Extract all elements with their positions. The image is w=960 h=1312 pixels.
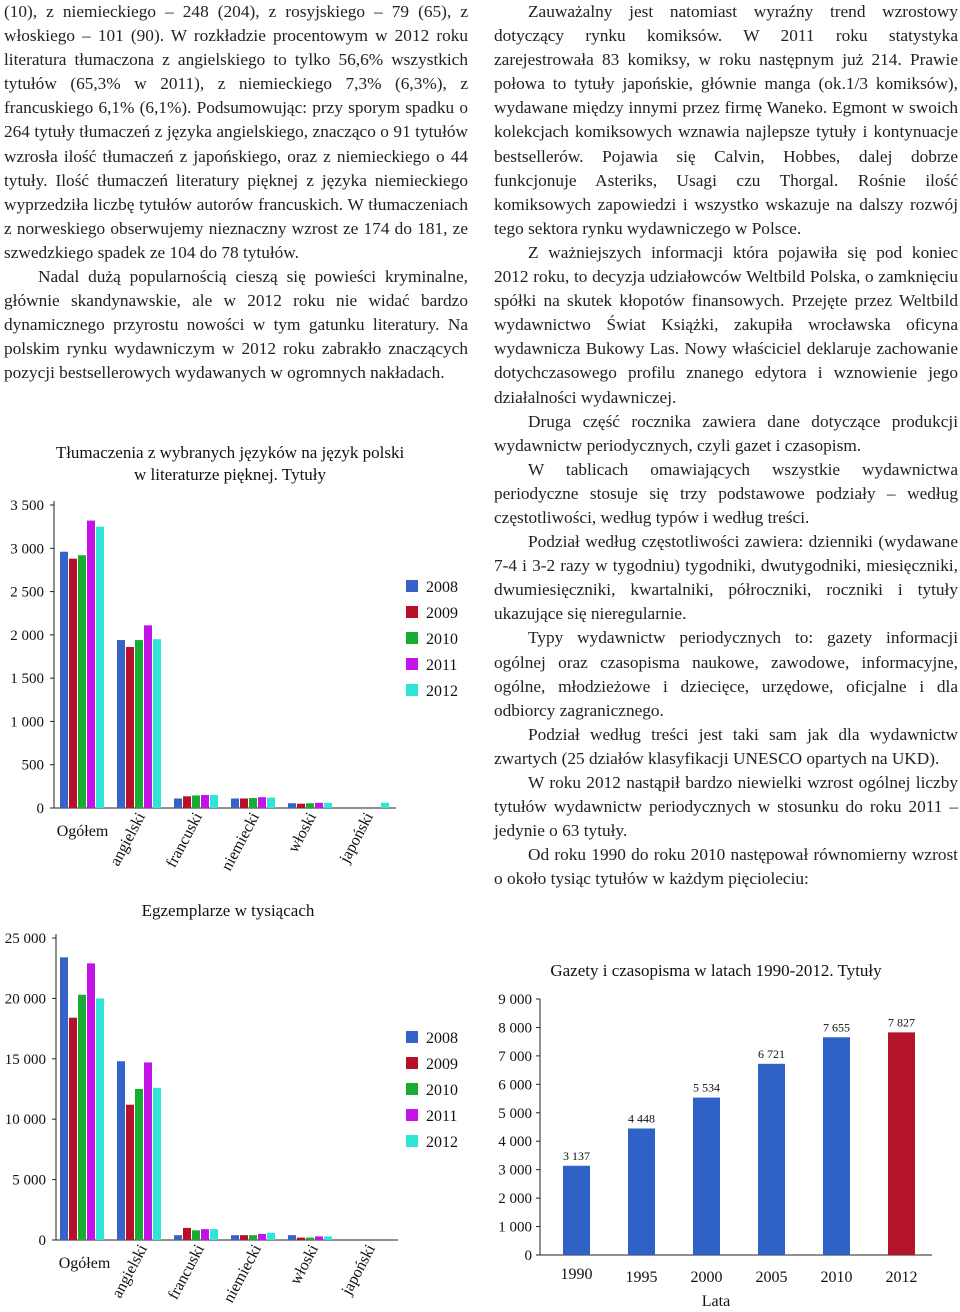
bar-2011-włoski bbox=[315, 803, 323, 808]
bar-2012-Ogółem bbox=[96, 527, 104, 808]
bar-2010-angielski bbox=[135, 640, 143, 808]
x-category-label: 2012 bbox=[885, 1269, 918, 1286]
paragraph: Od roku 1990 do roku 2010 następował równomierny wzrost o około tysiąc tytułów w każdym pięcioleciu: bbox=[494, 845, 958, 889]
y-tick-label: 3 000 bbox=[498, 1162, 532, 1179]
bar-2011-niemiecki bbox=[258, 797, 266, 808]
bar-2012-japoński bbox=[381, 803, 389, 808]
bar-2008-angielski bbox=[117, 1061, 125, 1240]
y-tick-label: 0 bbox=[36, 801, 44, 817]
bar-2009-włoski bbox=[297, 1238, 305, 1240]
right-text-column bbox=[494, 0, 958, 891]
y-tick-label: 10 000 bbox=[4, 1112, 46, 1129]
legend-swatch bbox=[406, 580, 418, 592]
legend-label: 2011 bbox=[426, 1108, 458, 1125]
bar-2011-angielski bbox=[144, 1062, 152, 1240]
bar-2009-angielski bbox=[126, 647, 134, 808]
y-tick-label: 6 000 bbox=[498, 1077, 532, 1094]
x-category-label: Ogółem bbox=[56, 823, 109, 840]
legend-swatch bbox=[406, 606, 418, 618]
x-category-label: włoski bbox=[284, 809, 321, 856]
bar-1990 bbox=[563, 1166, 590, 1255]
x-category-label: francuski bbox=[165, 1241, 209, 1303]
paragraph: Typy wydawnictw periodycznych to: gazety informacji ogólnej oraz czasopisma naukowe, zawodowe, informacyjne, ogólne, młodzieżowe i dziecięce, urzędowe, oficjalne i dla odbiorcy zagranicznego. bbox=[494, 628, 958, 720]
paragraph: Nadal dużą popularnością cieszą się powieści kryminalne, głównie skandynawskie, ale w 2012 roku nie widać bardzo dynamicznego przyrostu nowości w tym gatunku literatury. Na polskim rynku wydawniczym w 2012 roku zabrakło znaczących pozycji bestsellerowych wydawanych w ogromnych nakładach. bbox=[4, 267, 468, 383]
y-tick-label: 0 bbox=[524, 1248, 532, 1264]
y-tick-label: 5 000 bbox=[498, 1105, 532, 1122]
bar-2010-angielski bbox=[135, 1089, 143, 1240]
bar-2005 bbox=[758, 1064, 785, 1255]
y-tick-label: 20 000 bbox=[4, 991, 46, 1008]
bar-2009-francuski bbox=[183, 796, 191, 808]
chart-title: Egzemplarze w tysiącach bbox=[141, 901, 315, 920]
bar-2008-włoski bbox=[288, 803, 296, 808]
bar-2010-Ogółem bbox=[78, 555, 86, 808]
bar-2012-angielski bbox=[153, 1088, 161, 1240]
bar-2010-niemiecki bbox=[249, 798, 257, 808]
legend-swatch bbox=[406, 1057, 418, 1069]
x-category-label: 1995 bbox=[625, 1269, 658, 1286]
legend-swatch bbox=[406, 684, 418, 696]
bar-2008-niemiecki bbox=[231, 1235, 239, 1240]
paragraph: (10), z niemieckiego – 248 (204), z rosyjskiego – 79 (65), z włoskiego – 101 (90). W rozkładzie procentowym w 2012 roku literatura tłumaczona z angielskiego to tylko 56,6% wszystkich tytułów (65,3% w 2011), z niemieckiego 7,3% (6,3%), z francuskiego 6,1% (6,1%). Podsumowując: przy sporym spadku o 264 tytuły tłumaczeń z języka angielskiego, znacząco o 91 tytułów wzrosła ilość tłumaczeń z japońskiego, oraz z niemieckiego o 44 tytuły. Ilość tłumaczeń literatury pięknej z języka niemieckiego wyprzedziła liczbę tytułów autorów francuskich. W tłumaczeniach z norweskiego obserwujemy nieznaczny wzrost ze 174 do 181, ze szwedzkiego spadek ze 104 do 78 tytułów. bbox=[4, 2, 468, 262]
x-category-label: Ogółem bbox=[58, 1255, 111, 1272]
x-axis-label: Lata bbox=[701, 1293, 731, 1310]
legend-swatch bbox=[406, 1135, 418, 1147]
data-label: 3 137 bbox=[563, 1148, 590, 1163]
y-tick-label: 1 500 bbox=[10, 671, 44, 688]
data-label: 4 448 bbox=[628, 1111, 655, 1126]
bar-2012-włoski bbox=[324, 803, 332, 808]
y-tick-label: 5 000 bbox=[12, 1172, 46, 1189]
x-category-label: japoński bbox=[338, 1241, 380, 1298]
legend-label: 2012 bbox=[426, 1134, 458, 1151]
data-label: 5 534 bbox=[693, 1080, 720, 1095]
legend-label: 2010 bbox=[426, 631, 458, 648]
bar-2010-francuski bbox=[192, 795, 200, 808]
bar-2012-włoski bbox=[324, 1236, 332, 1240]
bar-2009-włoski bbox=[297, 804, 305, 808]
legend-label: 2010 bbox=[426, 1082, 458, 1099]
y-tick-label: 1 000 bbox=[498, 1219, 532, 1236]
y-tick-label: 8 000 bbox=[498, 1020, 532, 1037]
left-text-column bbox=[4, 0, 468, 386]
y-tick-label: 2 000 bbox=[10, 627, 44, 644]
legend-label: 2009 bbox=[426, 605, 458, 622]
y-tick-label: 2 500 bbox=[10, 584, 44, 601]
paragraph: Z ważniejszych informacji która pojawiła się pod koniec 2012 roku, to decyzja udziałowców Weltbild Polska, o zamknięciu spółki na skutek kłopotów finansowych. Przejęte przez Weltbild wydawnictwo Świat Książki, zakupiła wrocławska oficyna wydawnicza Bukowy Las. Nowy właściciel deklaruje zachowanie dotychczasowego profilu znanego edytora i wznowienie jego działalności wydawniczej. bbox=[494, 242, 958, 407]
legend-swatch bbox=[406, 1109, 418, 1121]
bar-2011-niemiecki bbox=[258, 1234, 266, 1240]
bar-2009-niemiecki bbox=[240, 798, 248, 808]
bar-2009-francuski bbox=[183, 1228, 191, 1240]
bar-2010-Ogółem bbox=[78, 995, 86, 1240]
x-category-label: 2005 bbox=[755, 1269, 788, 1286]
chart-title: Tłumaczenia z wybranych języków na język polski bbox=[55, 443, 405, 462]
x-category-label: niemiecki bbox=[220, 1241, 266, 1306]
bar-2010-niemiecki bbox=[249, 1235, 257, 1240]
bar-2008-niemiecki bbox=[231, 798, 239, 808]
legend-label: 2012 bbox=[426, 683, 458, 700]
bar-2012 bbox=[888, 1032, 915, 1255]
bar-2009-niemiecki bbox=[240, 1235, 248, 1240]
bar-2008-włoski bbox=[288, 1235, 296, 1240]
legend-label: 2009 bbox=[426, 1056, 458, 1073]
y-tick-label: 3 000 bbox=[10, 541, 44, 558]
bar-2011-angielski bbox=[144, 625, 152, 808]
bar-2012-Ogółem bbox=[96, 998, 104, 1240]
legend-swatch bbox=[406, 1031, 418, 1043]
bar-2012-angielski bbox=[153, 639, 161, 808]
bar-2012-francuski bbox=[210, 1229, 218, 1240]
paragraph: Zauważalny jest natomiast wyraźny trend wzrostowy dotyczący rynku komiksów. W 2011 roku statystyka zarejestrowała 83 komiksy, w roku następnym już 214. Prawie połowa to tytuły japońskie, głównie manga (ok.1/3 komiksów), wydawane między innymi przez firmę Waneko. Egmont w swoich kolekcjach komiksowych wznawia najlepsze tytuły i kontynuacje bestsellerów. Pojawia się Calvin, Hobbes, dalej dobrze funkcjonuje Asteriks, Usagi czu Thorgal. Rośnie ilość komiksowych zapowiedzi i wszystko wskazuje na dalszy rozwój tego sektora rynku wydawniczego w Polsce. bbox=[494, 2, 958, 238]
bar-1995 bbox=[628, 1128, 655, 1255]
bar-2012-francuski bbox=[210, 795, 218, 808]
legend-label: 2008 bbox=[426, 579, 458, 596]
paragraph: W tablicach omawiających wszystkie wydawnictwa periodyczne stosuje się trzy podstawowe podziały – według częstotliwości, według typów i według treści. bbox=[494, 459, 958, 527]
legend-swatch bbox=[406, 1083, 418, 1095]
legend-label: 2008 bbox=[426, 1030, 458, 1047]
data-label: 6 721 bbox=[758, 1046, 785, 1061]
y-tick-label: 15 000 bbox=[4, 1051, 46, 1068]
bar-2009-angielski bbox=[126, 1105, 134, 1240]
bar-2000 bbox=[693, 1098, 720, 1255]
chart-title: w literaturze pięknej. Tytuły bbox=[133, 465, 327, 484]
paragraph: Podział według częstotliwości zawiera: dzienniki (wydawane 7-4 i 3-2 razy w tygodniu) tygodniki, dwutygodniki, miesięczniki, dwumiesięczniki, kwartalniki, półroczniki, roczniki i tytuły ukazujące się nieregularnie. bbox=[494, 532, 958, 624]
y-tick-label: 7 000 bbox=[498, 1048, 532, 1065]
x-category-label: angielski bbox=[106, 809, 150, 869]
y-tick-label: 4 000 bbox=[498, 1134, 532, 1151]
y-tick-label: 9 000 bbox=[498, 992, 532, 1008]
bar-2012-niemiecki bbox=[267, 1233, 275, 1240]
bar-2011-Ogółem bbox=[87, 521, 95, 808]
y-tick-label: 2 000 bbox=[498, 1191, 532, 1208]
y-tick-label: 1 000 bbox=[10, 714, 44, 731]
x-category-label: angielski bbox=[108, 1241, 152, 1301]
x-category-label: 2000 bbox=[690, 1269, 723, 1286]
paragraph: Podział według treści jest taki sam jak dla wydawnictw zwartych (25 działów klasyfikacji UNESCO opartych na UKD). bbox=[494, 724, 958, 768]
bar-2008-angielski bbox=[117, 640, 125, 808]
y-tick-label: 25 000 bbox=[4, 931, 46, 947]
translations-copies-chart bbox=[0, 896, 480, 1312]
translations-titles-chart bbox=[0, 436, 480, 896]
data-label: 7 827 bbox=[888, 1015, 915, 1030]
press-titles-chart bbox=[480, 956, 960, 1312]
bar-2009-Ogółem bbox=[69, 1018, 77, 1240]
bar-2010-francuski bbox=[192, 1230, 200, 1240]
bar-2008-Ogółem bbox=[60, 552, 68, 808]
bar-2008-francuski bbox=[174, 1235, 182, 1240]
paragraph: Druga część rocznika zawiera dane dotyczące produkcji wydawnictw periodycznych, czyli gazet i czasopism. bbox=[494, 411, 958, 455]
x-category-label: 2010 bbox=[820, 1269, 853, 1286]
bar-2011-francuski bbox=[201, 1229, 209, 1240]
y-tick-label: 500 bbox=[21, 757, 44, 774]
bar-2012-niemiecki bbox=[267, 798, 275, 808]
paragraph: W roku 2012 nastąpił bardzo niewielki wzrost ogólnej liczby tytułów wydawnictw periodycznych w stosunku do roku 2011 – jedynie o 63 tytuły. bbox=[494, 773, 958, 841]
bar-2010-włoski bbox=[306, 803, 314, 808]
x-category-label: niemiecki bbox=[218, 809, 264, 874]
data-label: 7 655 bbox=[823, 1020, 850, 1035]
y-tick-label: 3 500 bbox=[10, 498, 44, 514]
legend-swatch bbox=[406, 658, 418, 670]
bar-2011-włoski bbox=[315, 1236, 323, 1240]
bar-2010-włoski bbox=[306, 1238, 314, 1240]
x-category-label: 1990 bbox=[560, 1266, 593, 1283]
legend-label: 2011 bbox=[426, 657, 458, 674]
legend-swatch bbox=[406, 632, 418, 644]
bar-2011-Ogółem bbox=[87, 963, 95, 1240]
bar-2008-francuski bbox=[174, 798, 182, 808]
x-category-label: francuski bbox=[163, 809, 207, 871]
bar-2008-Ogółem bbox=[60, 957, 68, 1240]
bar-2011-francuski bbox=[201, 795, 209, 808]
x-category-label: włoski bbox=[286, 1241, 323, 1288]
x-category-label: japoński bbox=[336, 809, 378, 866]
y-tick-label: 0 bbox=[38, 1233, 46, 1249]
bar-2010 bbox=[823, 1037, 850, 1255]
bar-2009-Ogółem bbox=[69, 559, 77, 808]
chart-title: Gazety i czasopisma w latach 1990-2012. Tytuły bbox=[550, 961, 882, 980]
